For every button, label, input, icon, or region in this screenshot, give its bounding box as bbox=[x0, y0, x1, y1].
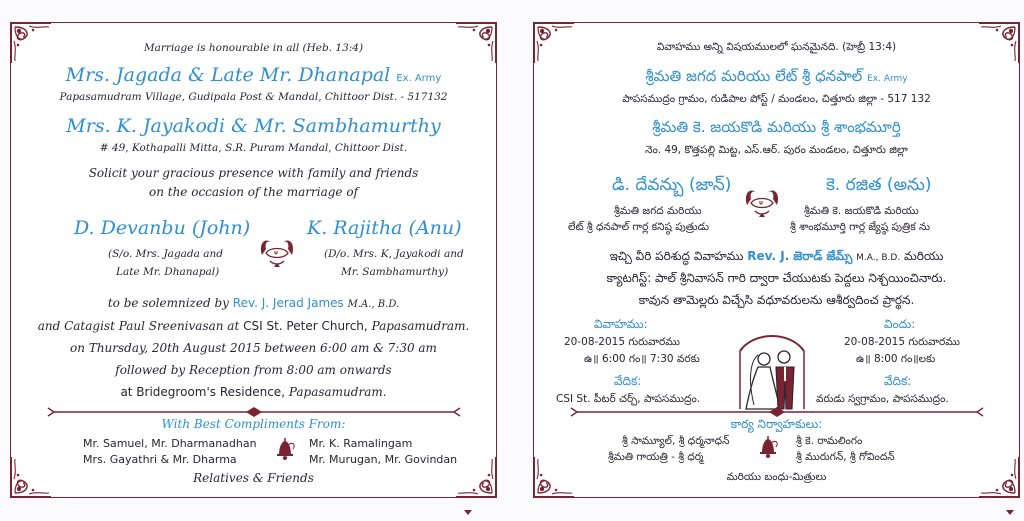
residence-line: at Bridegroom's Residence, Papasamudram. bbox=[120, 385, 387, 399]
organisers-right-1: శ్రీ కె. రామలింగం bbox=[796, 435, 863, 447]
compliments-left-2: Mrs. Gayathri & Mr. Dharma bbox=[83, 453, 237, 466]
english-invitation-card bbox=[10, 22, 497, 498]
telugu-invitation-card bbox=[533, 22, 1020, 498]
groom-relation-line-1: (S/o. Mrs. Jagada and bbox=[108, 248, 223, 260]
groom-name: D. Devanbu (John) bbox=[74, 217, 251, 239]
compliments-title: With Best Compliments From: bbox=[161, 417, 346, 431]
catagist-line: and Catagist Paul Sreenivasan at CSI St. Peter Church, Papasamudram. bbox=[37, 319, 470, 333]
bride-parents: Mrs. K. Jayakodi & Mr. Sambhamurthy bbox=[66, 115, 441, 137]
scripture-verse: Marriage is honourable in all (Heb. 13:4) bbox=[143, 42, 364, 54]
wedding-venue: CSI St. పీటర్ చర్చ్, పాపసముద్రం. bbox=[556, 393, 701, 405]
compliments-right-1: Mr. K. Ramalingam bbox=[309, 437, 413, 450]
telugu-scripture: వివాహము అన్ని విషయములలో ఘనమైనది. (హెబ్రీ 13:4) bbox=[656, 41, 897, 53]
feast-venue-label: వేదిక: bbox=[884, 374, 912, 388]
organisers-right-2: శ్రీ మురుగన్, శ్రీ గోవిందన్ bbox=[796, 451, 895, 463]
telugu-groom-name: డి. దేవన్బు (జాన్) bbox=[612, 175, 732, 195]
solicit-line-2: on the occasion of the marriage of bbox=[148, 185, 359, 199]
doves-icon bbox=[739, 181, 785, 223]
groom-relation-line-2: Late Mr. Dhanapal) bbox=[116, 266, 220, 278]
telugu-bride-parents: శ్రీమతి కె. జయకొడి మరియు శ్రీ శాంభమూర్తి bbox=[652, 118, 901, 136]
organisers-title: కార్య నిర్వాహకులు: bbox=[730, 417, 823, 431]
telugu-bride-relation-1: శ్రీమతి కె. జయకొడి మరియు bbox=[804, 205, 919, 217]
groom-address: Papasamudram Village, Gudipala Post & Mandal, Chittoor Dist. - 517132 bbox=[59, 91, 448, 103]
date-line: on Thursday, 20th August 2015 between 6:00 am & 7:30 am bbox=[70, 341, 437, 355]
doves-icon bbox=[254, 231, 300, 273]
bride-relation-line-1: (D/o. Mrs. K, Jayakodi and bbox=[324, 248, 464, 260]
feast-date: 20-08-2015 గురువారము bbox=[844, 336, 960, 348]
organisers-left-1: శ్రీ సామ్యూల్, శ్రీ ధర్మనాధన్ bbox=[622, 435, 730, 447]
groom-parents: Mrs. Jagada & Late Mr. Dhanapal Ex. Army bbox=[65, 64, 442, 86]
wedding-time: ఉ॥ 6:00 గం॥ 7:30 వరకు bbox=[584, 353, 700, 365]
reception-line: followed by Reception from 8:00 am onwards bbox=[115, 363, 392, 377]
telugu-bride-name: కె. రజిత (అను) bbox=[826, 175, 932, 195]
wedding-label: వివాహము: bbox=[594, 317, 648, 331]
telugu-groom-parents: శ్రీమతి జగద మరియు లేట్ శ్రీ ధనపాల్ Ex. Army bbox=[645, 67, 908, 85]
feast-time: ఉ॥ 8:00 గం॥లకు bbox=[856, 353, 936, 365]
solemnized-line: to be solemnized by Rev. J. Jerad James M.A., B.D. bbox=[107, 296, 400, 310]
telugu-bride-address: నెం. 49, కొత్తపల్లి మిట్ట, ఎస్.ఆర్. పురం మండలం, చిత్తూరు జిల్లా bbox=[645, 144, 908, 156]
bells-icon bbox=[273, 437, 297, 461]
telugu-relatives: మరియు బంధు-మిత్రులు bbox=[726, 471, 827, 483]
telugu-body-line-2: క్యాటగిస్ట్: పాల్ శ్రీనివాసన్ గారి ద్వారా చేయుటకు పెద్దలు నిశ్చయించినారు. bbox=[606, 271, 947, 285]
telugu-groom-address: పాపసముద్రం గ్రామం, గుడిపాల పోస్ట్ / మండలం, చిత్తూరు జిల్లా - 517 132 bbox=[622, 93, 931, 105]
solicit-line-1: Solicit your gracious presence with family and friends bbox=[88, 166, 419, 180]
divider-ornament-icon bbox=[54, 407, 454, 417]
fold-mark-icon bbox=[464, 510, 472, 515]
bride-relation-line-2: Mr. Sambhamurthy) bbox=[341, 266, 449, 278]
telugu-groom-relation-2: లేట్ శ్రీ ధనపాల్ గార్ల కనిష్ఠ పుత్రుడు bbox=[568, 221, 709, 233]
wedding-venue-label: వేదిక: bbox=[614, 374, 642, 388]
bride-address: # 49, Kothapalli Mitta, S.R. Puram Mandal, Chittoor Dist. bbox=[99, 142, 408, 154]
compliments-left-1: Mr. Samuel, Mr. Dharmanadhan bbox=[83, 437, 257, 450]
fold-mark-icon bbox=[1006, 510, 1014, 515]
relatives-friends: Relatives & Friends bbox=[193, 471, 314, 485]
compliments-right-2: Mr. Murugan, Mr. Govindan bbox=[309, 453, 458, 466]
telugu-body-line-1: ఇచ్చి వీరి పరిశుద్ధ వివాహము Rev. J. జెరాడ్ జేమ్స్ M.A., B.D. మరియు bbox=[609, 249, 944, 263]
bride-groom-icon bbox=[734, 321, 810, 411]
bells-icon bbox=[756, 435, 780, 459]
telugu-groom-relation-1: శ్రీమతి జగద మరియు bbox=[614, 205, 702, 217]
feast-venue: వరుడు స్వగ్రామం, పాపసముద్రం. bbox=[816, 393, 949, 405]
telugu-body-line-3: కావున తామెల్లరు విచ్చేసి వధూవరులను ఆశీర్వదించ ప్రార్థన. bbox=[638, 293, 915, 307]
feast-label: విందు: bbox=[884, 317, 916, 331]
wedding-date: 20-08-2015 గురువారము bbox=[564, 336, 680, 348]
divider-ornament-icon bbox=[577, 407, 977, 417]
telugu-bride-relation-2: శ్రీ శాంభమూర్తి గార్ల జ్యేష్ఠ పుత్రిక ను bbox=[790, 221, 931, 233]
organisers-left-2: శ్రీమతి గాయత్రి - శ్రీ ధర్మ bbox=[608, 451, 704, 463]
bride-name: K. Rajitha (Anu) bbox=[307, 217, 462, 239]
